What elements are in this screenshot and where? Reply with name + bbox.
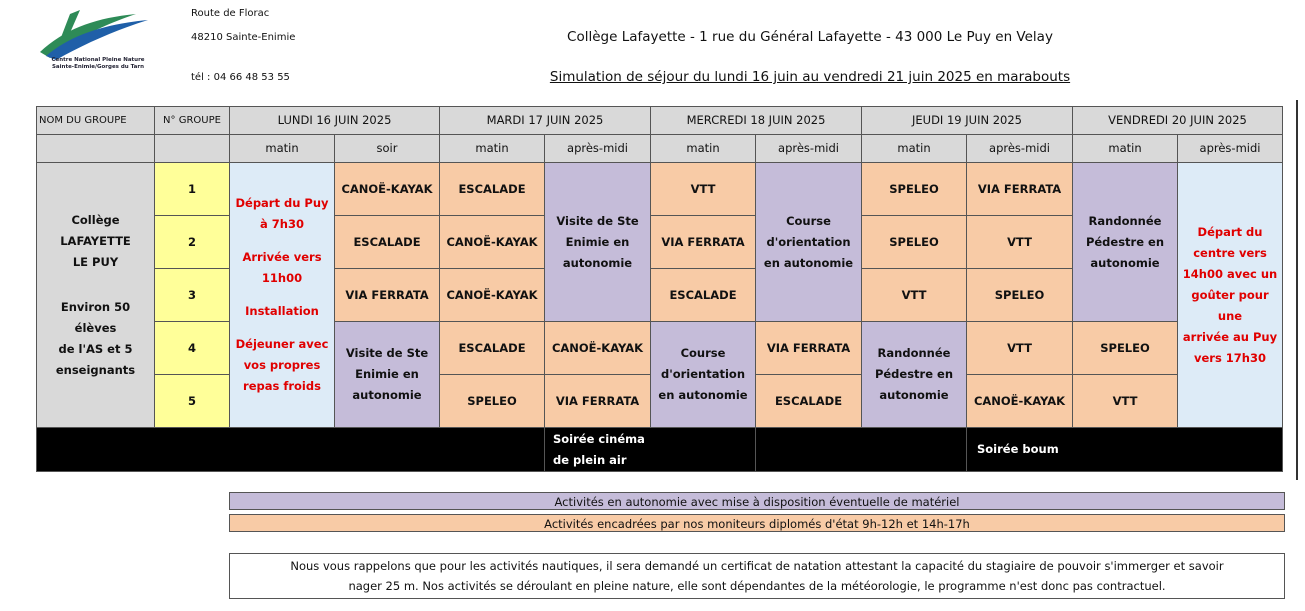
table-row [37,163,1283,216]
slot-header: soir [335,135,440,163]
day-header-tuesday: MARDI 17 JUIN 2025 [440,107,651,135]
group-name-line: LE PUY [72,254,119,269]
friday-afternoon-info [1178,163,1283,428]
activity-cell: SPELEO [1073,322,1178,375]
activity-cell: VTT [967,322,1073,375]
group-name-line: Collège [71,212,120,227]
group-number-1: 1 [155,163,230,216]
slot-header: après-midi [967,135,1073,163]
course-line: Course [786,213,831,228]
day-header-wednesday: MERCREDI 18 JUIN 2025 [651,107,862,135]
logo-caption-line-2: Sainte-Enimie/Gorges du Tarn [51,64,145,70]
friday-info-line: Départ du [1197,224,1263,239]
evening-row [37,428,1283,472]
friday-hike-cell [1073,163,1178,322]
visit-line: Visite de Ste [345,346,429,360]
activity-cell: VTT [967,216,1073,269]
page-edge-line [1296,100,1298,480]
thursday-hike-cell [862,322,967,428]
evening-boum: Soirée boum [967,428,1283,472]
group-name-line: LAFAYETTE [60,233,131,248]
course-line: en autonomie [763,255,854,270]
hike-line: autonomie [879,388,949,402]
monday-info-line: Départ du Puy [235,196,329,210]
activity-cell: VIA FERRATA [756,322,862,375]
monday-info-line: vos propres [243,358,321,372]
safety-note-line-2: nager 25 m. Nos activités se déroulant en pleine nature, elle sont dépendantes de la météorologie, le programme n'est donc pas contractuel. [348,579,1166,593]
col-header-group-name: NOM DU GROUPE [37,107,155,135]
group-number-3: 3 [155,269,230,322]
hike-line: Pédestre en [874,367,954,381]
slot-header: matin [1073,135,1178,163]
evening-cinema [545,428,756,472]
activity-cell: ESCALADE [440,163,545,216]
day-header-row [37,107,1283,135]
activity-cell: CANOË-KAYAK [440,216,545,269]
activity-cell: SPELEO [862,163,967,216]
friday-info-line: centre vers [1193,245,1267,260]
monday-info-line: Installation [245,304,319,318]
activity-cell: VTT [862,269,967,322]
logo-caption [36,57,160,71]
activity-cell: SPELEO [967,269,1073,322]
slot-header: matin [440,135,545,163]
slot-header: matin [651,135,756,163]
activity-cell: SPELEO [862,216,967,269]
hike-line: autonomie [1090,255,1160,270]
address-line-1: Route de Florac [191,8,270,19]
monday-info-line: Déjeuner avec [235,337,329,351]
slot-header: matin [230,135,335,163]
visit-line: Enimie en [355,367,419,381]
group-number-5: 5 [155,375,230,428]
address-line-2: 48210 Sainte-Enimie [191,32,296,43]
monday-info-line: Arrivée vers [242,250,322,264]
visit-line: autonomie [562,255,633,270]
monday-info-line: à 7h30 [260,217,304,231]
group-desc-line: Environ 50 élèves [60,299,131,335]
activity-cell: VIA FERRATA [967,163,1073,216]
friday-info-line: arrivée au Puy [1182,329,1278,344]
table-row [37,322,1283,375]
activity-cell: ESCALADE [440,322,545,375]
monday-visit-cell [335,322,440,428]
activity-cell: CANOË-KAYAK [967,375,1073,428]
visit-line: Enimie en [565,234,630,249]
college-address: Collège Lafayette - 1 rue du Général Lafayette - 43 000 Le Puy en Velay [567,29,1053,45]
wednesday-course-cell [756,163,862,322]
col-header-group-number: N° GROUPE [155,107,230,135]
day-header-thursday: JEUDI 19 JUIN 2025 [862,107,1073,135]
hike-line: Randonnée [877,346,951,360]
activity-cell: CANOË-KAYAK [335,163,440,216]
monday-morning-info [230,163,335,428]
course-line: d'orientation [660,367,746,381]
activity-cell: VIA FERRATA [545,375,651,428]
evening-cell-empty [37,428,545,472]
phone-number: tél : 04 66 48 53 55 [191,72,290,83]
evening-cell-empty [756,428,967,472]
day-header-monday: LUNDI 16 JUIN 2025 [230,107,440,135]
slot-header-row [37,135,1283,163]
activity-cell: VIA FERRATA [335,269,440,322]
course-line: Course [680,346,726,360]
activity-cell: VIA FERRATA [651,216,756,269]
friday-info-line: vers 17h30 [1193,350,1266,365]
slot-header: matin [862,135,967,163]
tuesday-visit-cell [545,163,651,322]
slot-header: après-midi [756,135,862,163]
slot-header: après-midi [1178,135,1283,163]
activity-cell: ESCALADE [651,269,756,322]
monday-info-line: 11h00 [261,271,303,285]
group-number-4: 4 [155,322,230,375]
course-line: d'orientation [766,234,851,249]
slot-header-empty [37,135,155,163]
activity-cell: ESCALADE [756,375,862,428]
monday-info-line: repas froids [243,379,321,393]
visit-line: Visite de Ste [556,213,639,228]
slot-header-empty [155,135,230,163]
safety-note [229,553,1285,599]
activity-cell: CANOË-KAYAK [545,322,651,375]
wednesday-morning-course-cell [651,322,756,428]
legend-autonomy: Activités en autonomie avec mise à disposition éventuelle de matériel [229,492,1285,510]
legend-supervised: Activités encadrées par nos moniteurs diplomés d'état 9h-12h et 14h-17h [229,514,1285,532]
visit-line: autonomie [352,388,422,402]
simulation-title: Simulation de séjour du lundi 16 juin au vendredi 21 juin 2025 en marabouts [549,69,1071,85]
group-number-2: 2 [155,216,230,269]
group-desc-line: de l'AS et 5 [58,341,133,356]
activity-cell: SPELEO [440,375,545,428]
hike-line: Randonnée [1088,213,1162,228]
activity-cell: CANOË-KAYAK [440,269,545,322]
activity-cell: ESCALADE [335,216,440,269]
logo-caption-line-1: Centre National Pleine Nature [51,57,145,63]
evening-cinema-line: de plein air [553,452,627,467]
group-name-cell [37,163,155,428]
activity-cell: VTT [1073,375,1178,428]
safety-note-line-1: Nous vous rappelons que pour les activités nautiques, il sera demandé un certificat de natation attestant la capacité du stagiaire de pouvoir s'immerger et savoir [290,559,1224,573]
friday-info-line: 14h00 avec un [1182,266,1278,281]
hike-line: Pédestre en [1085,234,1165,249]
evening-cinema-line: Soirée cinéma [553,431,645,446]
day-header-friday: VENDREDI 20 JUIN 2025 [1073,107,1283,135]
course-line: en autonomie [658,388,748,402]
group-desc-line: enseignants [55,362,136,377]
activity-cell: VTT [651,163,756,216]
schedule-table [36,106,1283,472]
friday-info-line: goûter pour une [1191,287,1269,323]
slot-header: après-midi [545,135,651,163]
